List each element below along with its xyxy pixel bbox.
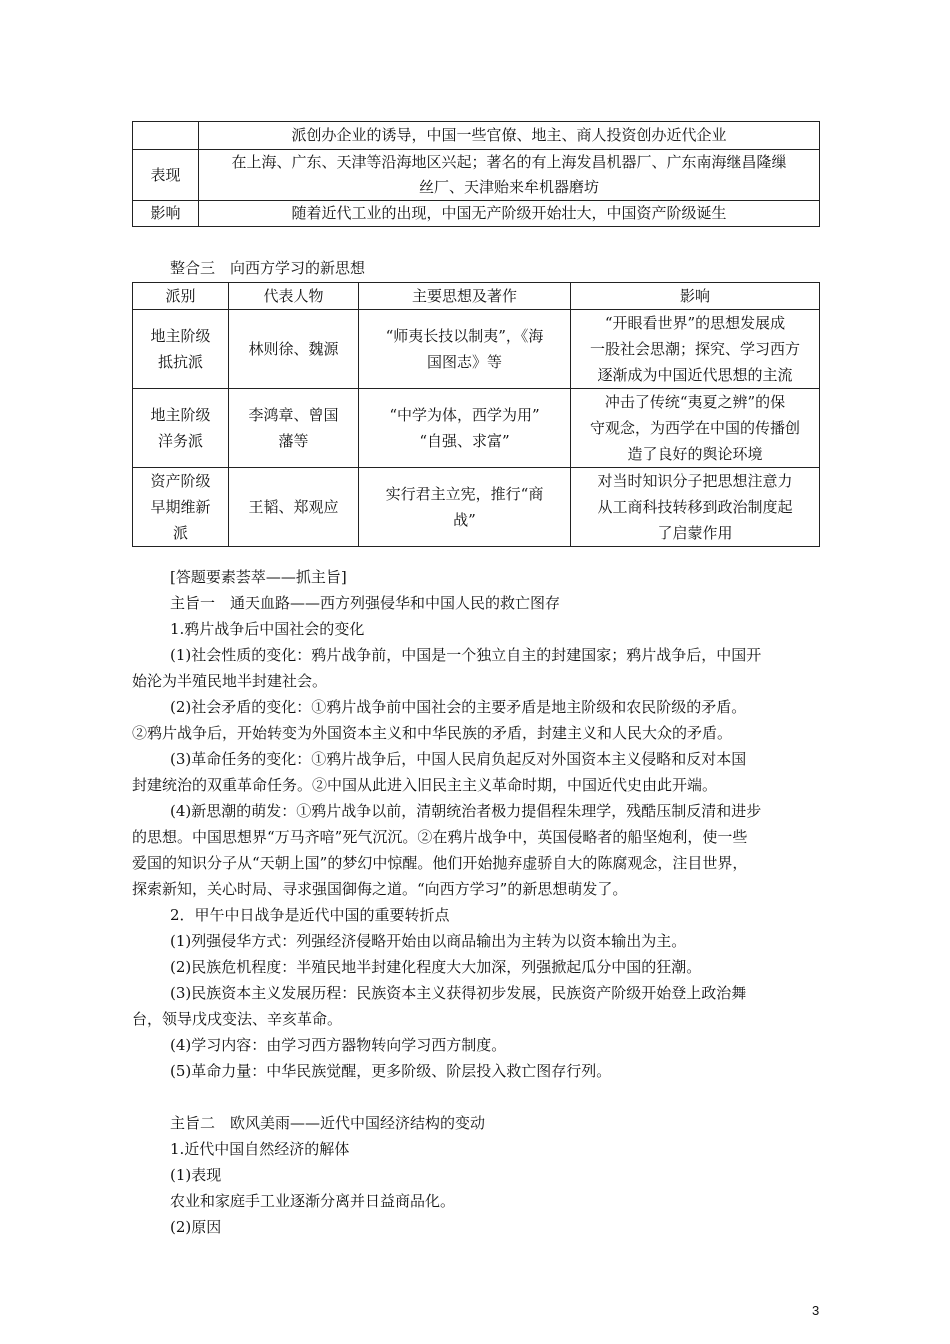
paragraph-line: (3)革命任务的变化：①鸦片战争后，中国人民肩负起反对外国资本主义侵略和反对本国 [170,750,747,768]
ideas-cell [359,310,571,389]
table-row [133,310,820,389]
section-title: 整合三 向西方学习的新思想 [170,259,366,277]
cell-line: 了启蒙作用 [657,524,733,542]
cell-line: 王韬、郑观应 [248,498,339,516]
table-cell-label [133,122,199,150]
cell-line: 抵抗派 [157,353,203,371]
paragraph-line: 的思想。中国思想界“万马齐喑”死气沉沉。②在鸦片战争中，英国侵略者的船坚炮利，使一些 [132,828,748,846]
cell-line: 造了良好的舆论环境 [627,445,763,463]
cell-line: 丝厂、天津贻来牟机器磨坊 [418,178,599,196]
cell-line: 藩等 [278,432,309,450]
cell-line: 战” [453,511,476,529]
table-row [133,201,820,227]
paragraph-line: (2)社会矛盾的变化：①鸦片战争前中国社会的主要矛盾是地主阶级和农民阶级的矛盾。 [170,698,747,716]
paragraph-line: ②鸦片战争后，开始转变为外国资本主义和中华民族的矛盾，封建主义和人民大众的矛盾。 [132,724,733,742]
school-cell [133,468,229,547]
impact-cell [571,310,820,389]
table-cell-content [199,150,820,201]
table-row [133,468,820,547]
paragraph-line: (1)表现 [170,1166,222,1184]
school-cell [133,389,229,468]
cell-line: 守观念，为西学在中国的传播创 [589,419,800,437]
table-cell-label: 影响 [133,201,199,227]
cell-line: 资产阶级 [150,472,211,490]
paragraph-line: 爱国的知识分子从“天朝上国”的梦幻中惊醒。他们开始抛弃虚骄自大的陈腐观念，注目世界， [132,854,748,872]
table-row [133,389,820,468]
paragraph-line: (2)民族危机程度：半殖民地半封建化程度大大加深，列强掀起瓜分中国的狂潮。 [170,958,702,976]
cell-line: 国图志》等 [426,353,502,371]
cell-line: 洋务派 [157,432,203,450]
cell-line: 派 [172,524,188,542]
column-header: 主要思想及著作 [359,283,571,310]
cell-line: “中学为体，西学为用” [389,406,540,424]
paragraph-line: (2)原因 [170,1218,222,1236]
table-cell-label: 表现 [133,150,199,201]
cell-line: 一股社会思潮；探究、学习西方 [589,340,800,358]
paragraph-line: (5)革命力量：中华民族觉醒，更多阶级、阶层投入救亡图存行列。 [170,1062,612,1080]
section-heading: [答题要素荟萃——抓主旨] [170,568,347,586]
table-header-row [133,283,820,310]
paragraph-line: 封建统治的双重革命任务。②中国从此进入旧民主主义革命时期，中国近代史由此开端。 [132,776,718,794]
paragraph-line: 探索新知，关心时局、寻求强国御侮之道。“向西方学习”的新思想萌发了。 [132,880,628,898]
industry-table [132,121,820,227]
paragraph-line: 始沦为半殖民地半封建社会。 [132,672,328,690]
paragraph-line: (3)民族资本主义发展历程：民族资本主义获得初步发展，民族资产阶级开始登上政治舞 [170,984,747,1002]
school-cell [133,310,229,389]
cell-line: “开眼看世界”的思想发展成 [604,314,786,332]
cell-line: “师夷长技以制夷”，《海 [385,327,544,345]
people-cell [229,468,359,547]
table-cell-content: 派创办企业的诱导，中国一些官僚、地主、商人投资创办近代企业 [199,122,820,150]
people-cell [229,389,359,468]
cell-line: 在上海、广东、天津等沿海地区兴起；著名的有上海发昌机器厂、广东南海继昌隆缫 [231,153,787,171]
paragraph-line: (1)列强侵华方式：列强经济侵略开始由以商品输出为主转为以资本输出为主。 [170,932,687,950]
cell-line: 对当时知识分子把思想注意力 [597,472,793,490]
impact-cell [571,389,820,468]
paragraph-line: 农业和家庭手工业逐渐分离并日益商品化。 [170,1192,456,1210]
people-cell [229,310,359,389]
cell-line: 李鸿章、曾国 [248,406,339,424]
cell-line: 地主阶级 [150,327,211,345]
column-header: 代表人物 [229,283,359,310]
ideas-cell [359,389,571,468]
cell-line: 冲击了传统“夷夏之辨”的保 [604,393,786,411]
paragraph-line: (4)学习内容：由学习西方器物转向学习西方制度。 [170,1036,507,1054]
sub-heading: 1.近代中国自然经济的解体 [170,1140,350,1158]
paragraph-line: (1)社会性质的变化：鸦片战争前，中国是一个独立自主的封建国家；鸦片战争后，中国开 [170,646,762,664]
column-header: 派别 [133,283,229,310]
table-row [133,122,820,150]
cell-line: 早期维新 [150,498,211,516]
table-cell-content: 随着近代工业的出现，中国无产阶级开始壮大，中国资产阶级诞生 [199,201,820,227]
cell-line: 地主阶级 [150,406,211,424]
column-header: 影响 [571,283,820,310]
western-thought-table [132,282,820,547]
cell-line: 逐渐成为中国近代思想的主流 [597,366,793,384]
cell-line: “自强、求富” [419,432,510,450]
cell-line: 从工商科技转移到政治制度起 [597,498,793,516]
paragraph-line: 台，领导戊戌变法、辛亥革命。 [132,1010,343,1028]
cell-line: 实行君主立宪，推行“商 [385,485,544,503]
impact-cell [571,468,820,547]
paragraph-line: (4)新思潮的萌发：①鸦片战争以前，清朝统治者极力提倡程朱理学，残酷压制反清和进步 [170,802,762,820]
cell-line: 林则徐、魏源 [248,340,339,358]
table-row [133,150,820,201]
theme-heading: 主旨二 欧风美雨——近代中国经济结构的变动 [170,1114,486,1132]
theme-heading: 主旨一 通天血路——西方列强侵华和中国人民的救亡图存 [170,594,561,612]
page-number: 3 [812,1303,820,1318]
ideas-cell [359,468,571,547]
sub-heading: 2．甲午中日战争是近代中国的重要转折点 [170,906,450,924]
sub-heading: 1.鸦片战争后中国社会的变化 [170,620,365,638]
